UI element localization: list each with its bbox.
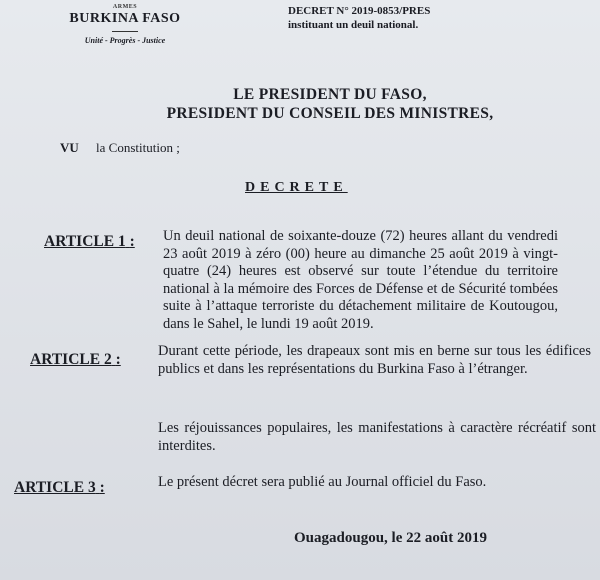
article-2-text-1: Durant cette période, les drapeaux sont mis en berne sur tous les édifices publics et dans les représentations du Burkina Faso à l’étranger. <box>158 343 591 377</box>
article-label-text: ARTICLE 3 <box>14 479 96 496</box>
article-3-label <box>14 479 105 497</box>
article-2-label <box>30 351 121 369</box>
article-label-text: ARTICLE 2 <box>30 351 112 368</box>
national-motto: Unité - Progrès - Justice <box>84 36 166 45</box>
article-separator: : <box>115 351 121 368</box>
header-divider <box>112 31 138 32</box>
vu-key: VU <box>60 140 79 155</box>
header-right <box>288 4 430 32</box>
article-1-label <box>44 233 135 251</box>
decrete-heading: DECRETE <box>245 180 348 195</box>
article-separator: : <box>129 233 135 250</box>
vu-clause <box>60 140 180 156</box>
place-date: Ouagadougou, le 22 août 2019 <box>294 530 487 546</box>
article-3-text: Le présent décret sera publié au Journal officiel du Faso. <box>158 474 487 490</box>
article-1-text: Un deuil national de soixante-douze (72) heures allant du vendredi 23 août 2019 à zéro (00) heure au dimanche 25 août 2019 à vingt-quatre (24) heures est observé sur toute l’étendue du territoire national à la mémoire des Forces de Défense et de Sécurité tombées suite à l’attaque terroriste du détachement militaire de Koutougou, dans le Sahel, le lundi 19 août 2019. <box>163 228 558 332</box>
decree-subject: instituant un deuil national. <box>288 19 419 31</box>
arms-label: ARMES <box>112 4 138 10</box>
vu-text: la Constitution ; <box>96 140 180 155</box>
header-left <box>60 4 190 45</box>
article-label-text: ARTICLE 1 <box>44 233 126 250</box>
article-separator: : <box>99 479 105 496</box>
authority-heading <box>110 85 550 123</box>
authority-line-1: LE PRESIDENT DU FASO, <box>233 86 427 103</box>
authority-line-2: PRESIDENT DU CONSEIL DES MINISTRES, <box>166 105 494 122</box>
article-2-text-2: Les réjouissances populaires, les manifestations à caractère récréatif sont interdites. <box>158 420 596 454</box>
country-name: BURKINA FASO <box>69 11 181 26</box>
decree-number: DECRET N° 2019-0853/PRES <box>288 5 431 17</box>
